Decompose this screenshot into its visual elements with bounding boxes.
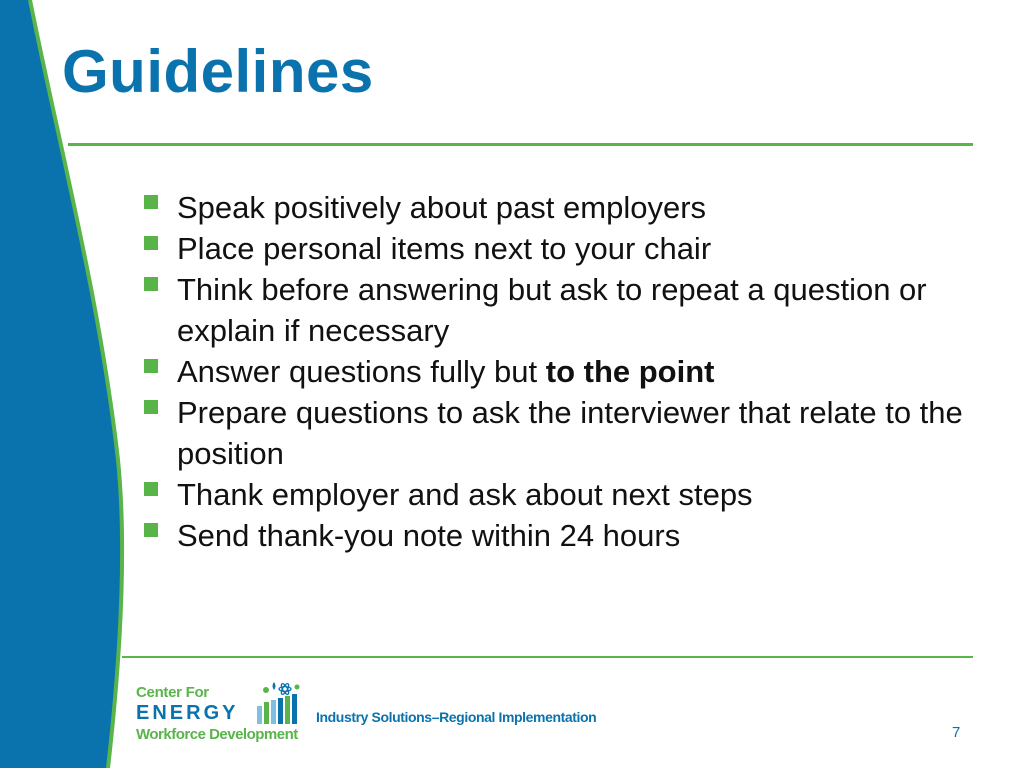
square-bullet-icon [144, 236, 158, 250]
title-divider [68, 143, 973, 146]
square-bullet-icon [144, 195, 158, 209]
list-item [140, 474, 980, 515]
list-item [140, 228, 980, 269]
list-item [140, 351, 980, 392]
list-item [140, 269, 980, 351]
bullet-text: Think before answering but ask to repeat a question or explain if necessary [177, 272, 927, 348]
square-bullet-icon [144, 400, 158, 414]
cewd-logo [136, 680, 316, 752]
page-title: Guidelines [62, 38, 374, 105]
page-number: 7 [952, 724, 961, 741]
bullet-text: Send thank-you note within 24 hours [177, 518, 681, 553]
square-bullet-icon [144, 523, 158, 537]
footer-tagline: Industry Solutions–Regional Implementation [316, 709, 597, 725]
energy-icon [254, 680, 302, 726]
list-item [140, 392, 980, 474]
bullet-text: Thank employer and ask about next steps [177, 477, 753, 512]
footer-divider [122, 656, 973, 658]
square-bullet-icon [144, 359, 158, 373]
logo-text-energy: ENERGY [136, 702, 239, 724]
bullet-text: Prepare questions to ask the interviewer that relate to the position [177, 395, 963, 471]
bullet-text: Place personal items next to your chair [177, 231, 712, 266]
bullet-emphasis: to the point [545, 354, 715, 389]
side-decoration-band [0, 0, 140, 768]
logo-text-center-for: Center For [136, 684, 209, 701]
square-bullet-icon [144, 482, 158, 496]
list-item [140, 187, 980, 228]
logo-text-workforce: Workforce Development [136, 726, 298, 743]
square-bullet-icon [144, 277, 158, 291]
bullet-list [140, 187, 980, 556]
bullet-text: Answer questions fully but [177, 354, 546, 389]
bullet-text: Speak positively about past employers [177, 190, 707, 225]
list-item [140, 515, 980, 556]
